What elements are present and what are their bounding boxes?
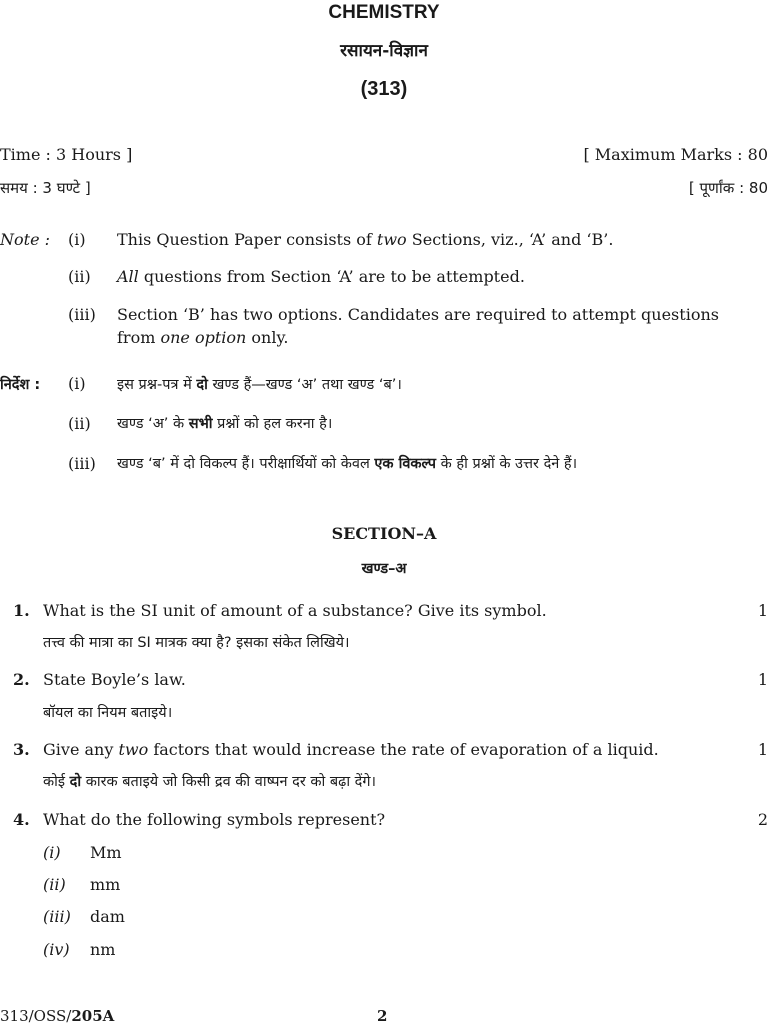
- note-label: Note :: [0, 230, 51, 249]
- question-number: 2.: [13, 670, 30, 689]
- note-hi-item-num: (ii): [68, 414, 91, 433]
- question-text: State Boyle’s law.: [43, 670, 186, 689]
- sub-question-number: (iii): [43, 907, 71, 926]
- note-item-num: (ii): [68, 267, 91, 286]
- question-text: What do the following symbols represent?: [43, 810, 386, 829]
- note-item-3-line2: from one option only.: [117, 328, 289, 347]
- time-english: Time : 3 Hours ]: [0, 145, 133, 164]
- question-text: What is the SI unit of amount of a substance? Give its symbol.: [43, 601, 547, 620]
- question-text-hindi: बॉयल का नियम बताइये।: [43, 705, 173, 721]
- question-number: 3.: [13, 740, 30, 759]
- note-item-num: (i): [68, 230, 86, 249]
- note-hi-item-3: खण्ड ‘ब’ में दो विकल्प हैं। परीक्षार्थियों को केवल एक विकल्प के ही प्रश्नों के उत्तर देने हैं।: [117, 456, 578, 472]
- time-hindi: समय : 3 घण्टे ]: [0, 179, 91, 197]
- question-marks: 2: [757, 810, 768, 829]
- max-marks-english: [ Maximum Marks : 80: [583, 145, 768, 164]
- question-number: 4.: [13, 810, 30, 829]
- footer-paper-code: 313/OSS/205A: [0, 1007, 115, 1025]
- sub-question-value: mm: [90, 875, 121, 894]
- subject-title: CHEMISTRY: [328, 2, 440, 23]
- note-item-2: All questions from Section ‘A’ are to be attempted.: [117, 267, 525, 286]
- sub-question-value: dam: [90, 907, 125, 926]
- page-number: 2: [377, 1007, 388, 1025]
- question-text: Give any two factors that would increase the rate of evaporation of a liquid.: [43, 740, 659, 759]
- note-label-hindi: निर्देश :: [0, 377, 41, 393]
- question-text-hindi: तत्त्व की मात्रा का SI मात्रक क्या है? इसका संकेत लिखिये।: [43, 635, 350, 651]
- subject-title-hindi: रसायन-विज्ञान: [340, 41, 428, 61]
- paper-code: (313): [360, 78, 408, 100]
- note-hi-item-num: (iii): [68, 454, 96, 473]
- max-marks-hindi: [ पूर्णांक : 80: [688, 179, 768, 197]
- question-marks: 1: [757, 740, 768, 759]
- sub-question-value: Mm: [90, 843, 122, 862]
- note-hi-item-num: (i): [68, 374, 86, 393]
- sub-question-value: nm: [90, 940, 116, 959]
- note-hi-item-1: इस प्रश्न-पत्र में दो खण्ड हैं—खण्ड ‘अ’ तथा खण्ड ‘ब’।: [117, 377, 402, 393]
- note-item-1: This Question Paper consists of two Sections, viz., ‘A’ and ‘B’.: [117, 230, 614, 249]
- section-title: SECTION–A: [331, 524, 437, 543]
- question-marks: 1: [757, 670, 768, 689]
- sub-question-number: (ii): [43, 875, 66, 894]
- note-hi-item-2: खण्ड ‘अ’ के सभी प्रश्नों को हल करना है।: [117, 416, 333, 432]
- sub-question-number: (iv): [43, 940, 70, 959]
- question-marks: 1: [757, 601, 768, 620]
- sub-question-number: (i): [43, 843, 61, 862]
- question-text-hindi: कोई दो कारक बताइये जो किसी द्रव की वाष्पन दर को बढ़ा देंगे।: [43, 774, 377, 790]
- note-item-3-line1: Section ‘B’ has two options. Candidates are required to attempt questions: [117, 305, 719, 324]
- note-item-num: (iii): [68, 305, 96, 324]
- section-title-hindi: खण्ड–अ: [361, 561, 407, 577]
- question-number: 1.: [13, 601, 30, 620]
